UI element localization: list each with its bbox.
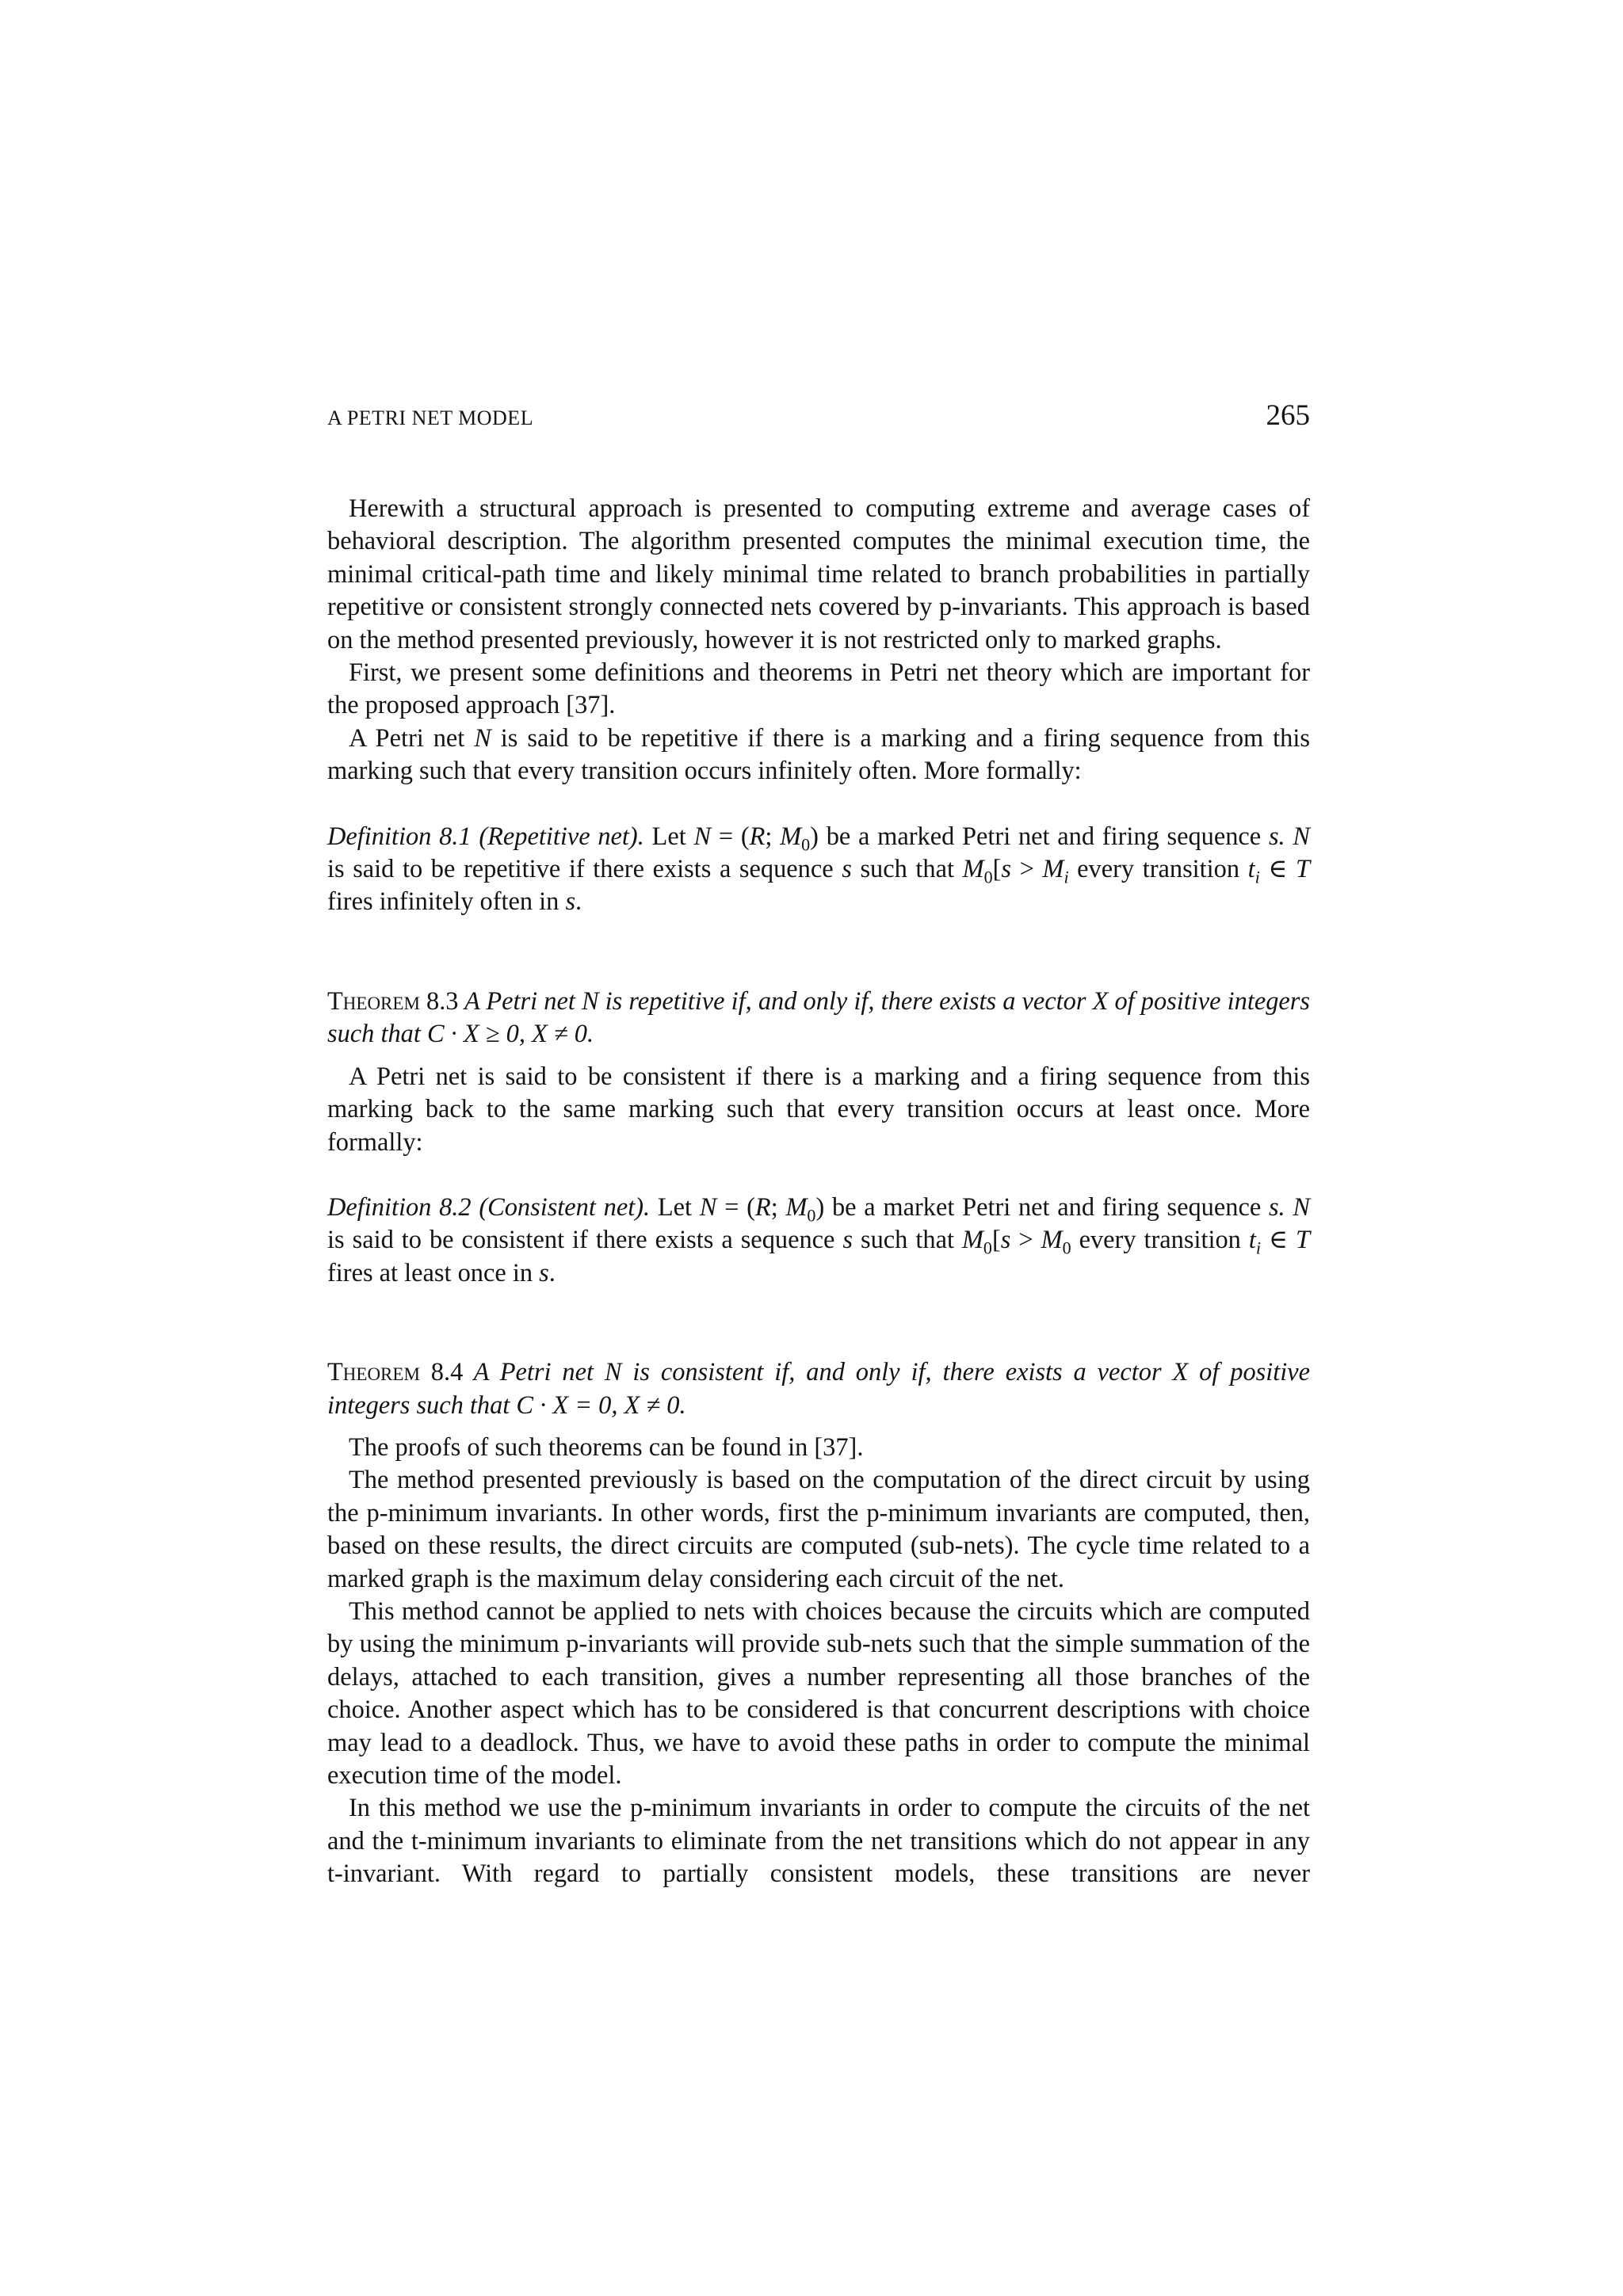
- paragraph: Herewith a structural approach is presented to computing extreme and average cases of behavioral description. The algorithm presented computes the minimal execution time, the minimal critical-path time and likely minimal time related to branch probabilities in partially repetitive or consistent strongly connected nets covered by p-invariants. This approach is based on the method presented previously, however it is not restricted only to marked graphs.: [327, 494, 1310, 654]
- definition-8-1: Definition 8.1 (Repetitive net). Let N = (R; $M_0$) be a marked Petri net and firing sequence s. N is said to be repetitive if there exists a sequence s such that $M_0[s > M_i$ every transition $t_i$ ∈ T fires infinitely often in s.: [327, 822, 1310, 917]
- page-number: 265: [1266, 399, 1310, 432]
- running-title: A PETRI NET MODEL: [327, 406, 534, 429]
- definition-label: Definition 8.2 (Consistent net).: [327, 1192, 651, 1222]
- running-head: [327, 399, 1310, 438]
- paragraph: A Petri net N is said to be repetitive if there is a marking and a firing sequence from this marking such that every transition occurs infinitely often. More formally:: [327, 723, 1310, 786]
- theorem-label: Theorem 8.4: [327, 1358, 464, 1387]
- theorem-8-3: Theorem 8.3 A Petri net N is repetitive if, and only if, there exists a vector X of positive integers such that C · X ≥ 0, X ≠ 0.: [327, 986, 1311, 1049]
- definition-label: Definition 8.1 (Repetitive net).: [327, 822, 644, 851]
- paragraph: The method presented previously is based on the computation of the direct circuit by using the p-minimum invariants. In other words, first the p-minimum invariants are computed, then, based on these results, the direct circuits are computed (sub-nets). The cycle time related to a marked graph is the maximum delay considering each circuit of the net.: [327, 1466, 1310, 1593]
- body-text: [327, 493, 1310, 1891]
- paragraph: The proofs of such theorems can be found in [37].: [349, 1432, 864, 1462]
- paragraph: In this method we use the p-minimum invariants in order to compute the circuits of the net and the t-minimum invariants to eliminate from the net transitions which do not appear in any t-invariant. With regard to partially consistent models, these transitions are never: [327, 1794, 1310, 1889]
- paragraph: A Petri net is said to be consistent if there is a marking and a firing sequence from this marking back to the same marking such that every transition occurs at least once. More formally:: [327, 1062, 1310, 1157]
- paragraph: This method cannot be applied to nets with choices because the circuits which are computed by using the minimum p-invariants will provide sub-nets such that the simple summation of the delays, attached to each transition, gives a number representing all those branches of the choice. Another aspect which has to be considered is that concurrent descriptions with choice may lead to a deadlock. Thus, we have to avoid these paths in order to compute the minimal execution time of the model.: [327, 1596, 1310, 1790]
- paragraph: First, we present some definitions and theorems in Petri net theory which are important for the proposed approach [37].: [327, 658, 1310, 720]
- theorem-8-4: Theorem 8.4 A Petri net N is consistent if, and only if, there exists a vector X of positive integers such that C · X = 0, X ≠ 0.: [327, 1358, 1311, 1420]
- theorem-label: Theorem 8.3: [327, 986, 459, 1016]
- definition-8-2: Definition 8.2 (Consistent net). Let N = (R; $M_0$) be a market Petri net and firing sequence s. N is said to be consistent if there exists a sequence s such that $M_0[s > M_0$ every transition $t_i$ ∈ T fires at least once in s.: [327, 1192, 1311, 1287]
